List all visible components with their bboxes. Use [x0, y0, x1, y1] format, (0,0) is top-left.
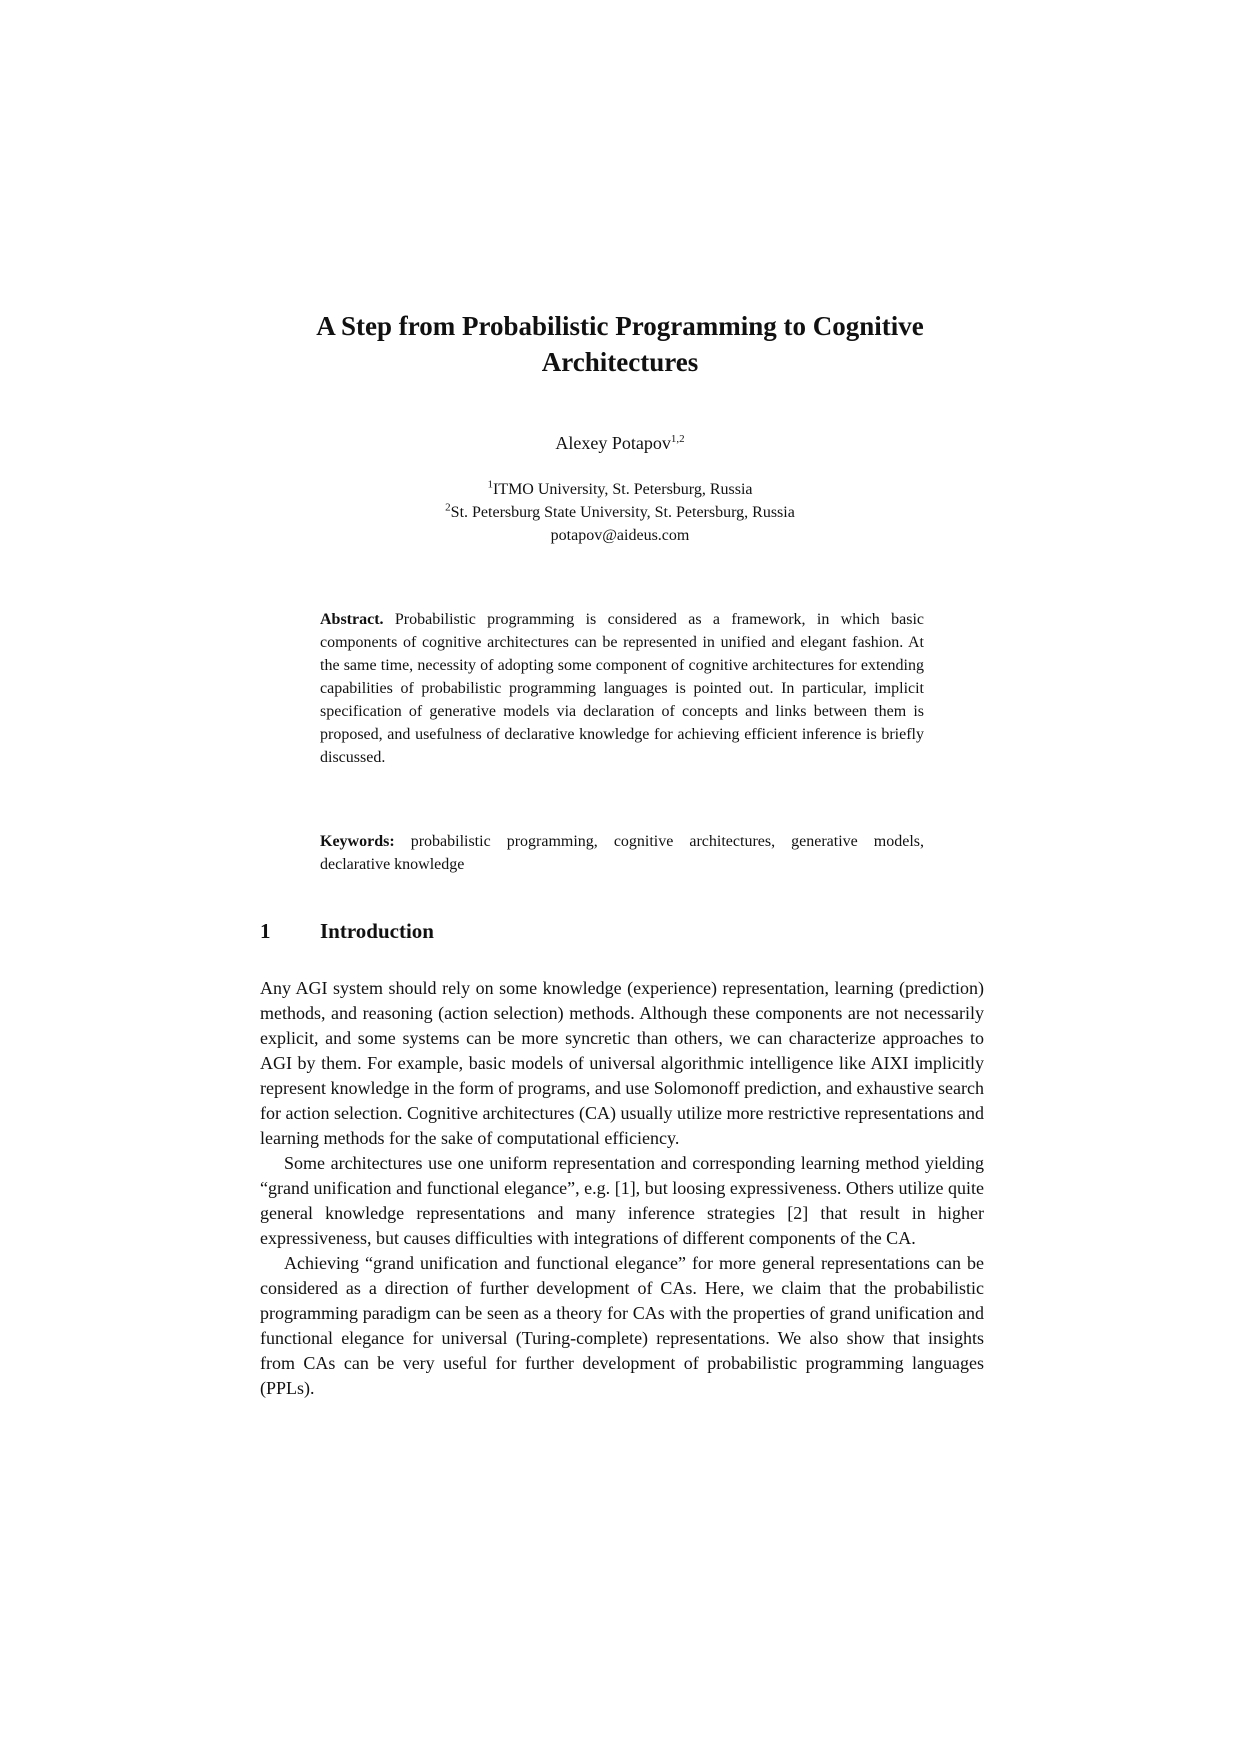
keywords-text: probabilistic programming, cognitive architectures, generative models, declarative knowledge	[320, 833, 925, 873]
author-name: Alexey Potapov	[555, 433, 671, 453]
abstract-text: Probabilistic programming is considered as a framework, in which basic components of cognitive architectures can be represented in unified and elegant fashion. At the same time, necessity of adopting some component of cognitive architectures for extending capabilities of probabilistic programming languages is pointed out. In particular, implicit specification of generative models via declaration of concepts and links between them is proposed, and usefulness of declarative knowledge for achieving efficient inference is briefly discussed.	[320, 611, 925, 766]
affiliation-1	[340, 478, 900, 501]
author-affiliation-marks: 1,2	[670, 433, 685, 445]
affiliation-2-text: St. Petersburg State University, St. Petersburg, Russia	[450, 504, 795, 521]
author-line	[340, 432, 900, 454]
affiliation-2-mark: 2	[445, 501, 451, 514]
title-line-2: Architectures	[541, 347, 699, 377]
affiliation-1-mark: 1	[487, 478, 493, 491]
section-number: 1	[260, 919, 271, 943]
author-email: potapov@aideus.com	[550, 527, 690, 544]
keywords-block	[320, 830, 924, 876]
affiliation-2	[340, 501, 900, 524]
keywords-label: Keywords:	[320, 833, 395, 850]
section-title: Introduction	[320, 919, 434, 943]
paragraph-1: Any AGI system should rely on some knowledge (experience) representation, learning (prediction) methods, and reasoning (action selection) methods. Although these components are not necessarily explicit, and some systems can be more syncretic than others, we can characterize approaches to AGI by them. For example, basic models of universal algorithmic intelligence like AIXI implicitly represent knowledge in the form of programs, and use Solomonoff prediction, and exhaustive search for action selection. Cognitive architectures (CA) usually utilize more restrictive representations and learning methods for the sake of computational efficiency.	[260, 978, 984, 1148]
section-heading	[260, 917, 434, 945]
affiliation-1-text: ITMO University, St. Petersburg, Russia	[492, 481, 753, 498]
paper-title	[210, 308, 1030, 380]
title-line-1: A Step from Probabilistic Programming to Cognitive	[316, 311, 924, 341]
paragraph-2: Some architectures use one uniform representation and corresponding learning method yielding “grand unification and functional elegance”, e.g. [1], but loosing expressiveness. Others utilize quite general knowledge representations and many inference strategies [2] that result in higher expressiveness, but causes difficulties with integrations of different components of the CA.	[260, 1153, 984, 1248]
abstract-block	[320, 608, 924, 769]
affiliations-block	[340, 478, 900, 547]
abstract-label: Abstract.	[320, 611, 384, 628]
paragraph-3: Achieving “grand unification and functional elegance” for more general representations can be considered as a direction of further development of CAs. Here, we claim that the probabilistic programming paradigm can be seen as a theory for CAs with the properties of grand unification and functional elegance for universal (Turing-complete) representations. We also show that insights from CAs can be very useful for further development of probabilistic programming languages (PPLs).	[260, 1253, 984, 1398]
section-body	[260, 976, 984, 1401]
